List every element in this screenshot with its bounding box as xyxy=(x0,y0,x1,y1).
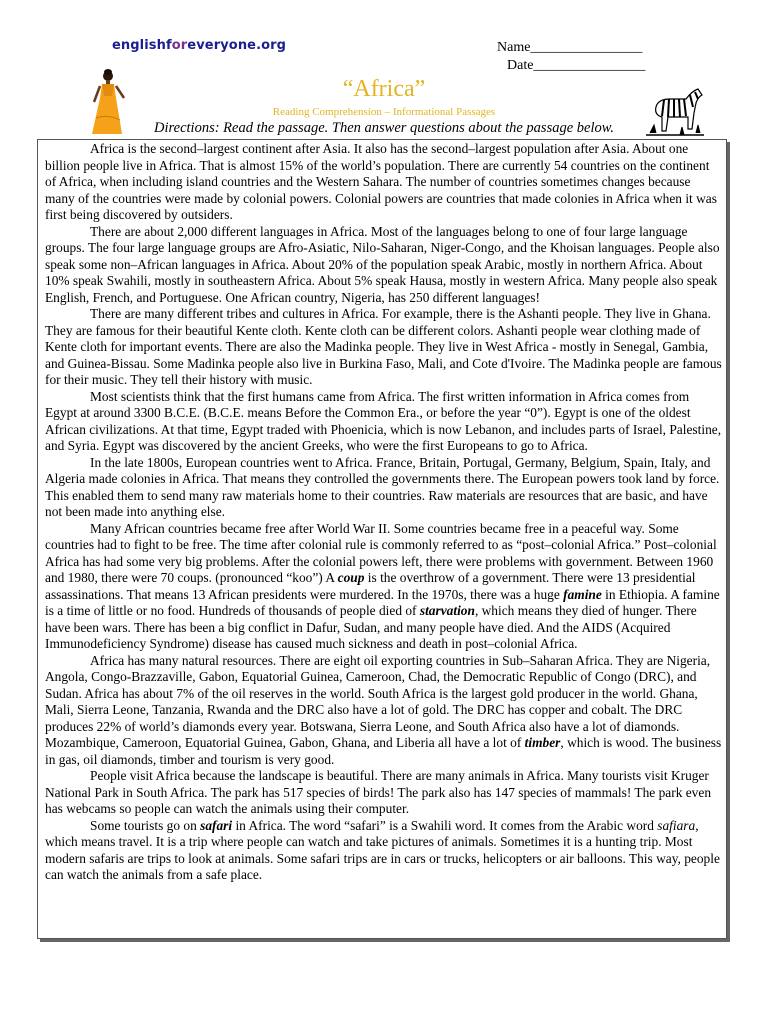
keyword-coup: coup xyxy=(337,570,365,585)
keyword-timber: timber xyxy=(524,735,561,750)
paragraph-3: There are many different tribes and cultures in Africa. For example, there is the Ashanti people. They live in Ghana. They are famous for their beautiful Kente cloth. Kente cloth can be different colors. Ashanti people wear clothing made of Kente cloth for important events. There are also the Madinka people. They live in West Africa - mostly in Senegal, Gambia, and Guinea-Bissau. Some Madinka people also live in Burkina Faso, Mali, and Cote d'Ivoire. The Madinka people are famous for their music. They tell their history with music. xyxy=(45,306,722,387)
paragraph-9: Some tourists go on safari in Africa. The word “safari” is a Swahili word. It comes from the Arabic word safiara, which means travel. It is a trip where people can watch and take pictures of animals. Sometimes it is a hunting trip. Most modern safaris are trips to look at animals. Some safari trips are in cars or trucks, helicopters or air balloons. This way, people can watch the animals from a safe place. xyxy=(45,817,720,882)
site-logo: englishforeveryone.org xyxy=(112,38,287,53)
paragraph-4: Most scientists think that the first humans came from Africa. The first written information in Africa comes from Egypt at around 3300 B.C.E. (B.C.E. means Before the Common Era., or before the year “0”). Egypt is one of the oldest African civilizations. At that time, Egypt traded with Phoenicia, which is now Lebanon, and includes parts of Israel, Palestine, and Syria. Egypt was discovered by the ancient Greeks, who were the first Europeans to go to Africa. xyxy=(45,388,722,453)
paragraph-2: There are about 2,000 different languages in Africa. Most of the languages belong to one of four large language groups. The four large language groups are Afro-Asiatic, Nilo-Saharan, Niger-Congo, and the Khoisan languages. People also speak some non–African languages in Africa. About 20% of the population speak Arabic, mostly in northern Africa. About 10% speak Swahili, mostly in southeastern Africa. About 5% speak Hausa, mostly in western Africa. Many people also speak English, French, and Portuguese. One African country, Nigeria, has 250 different languages! xyxy=(45,223,720,305)
paragraph-6: Many African countries became free after World War II. Some countries became free in a peaceful way. Some countries had to fight to be free. The time after colonial rule is commonly referred to as “post–colonial Africa.” Post–colonial Africa has had some very big problems. After the colonial powers left, there were problems with government. Between 1960 and 1980, there were 70 coups. (pronounced “koo”) A coup is the overthrow of a government. There were 13 presidential assassinations. That means 13 African presidents were murdered. In the 1970s, there was a huge famine in Ethiopia. A famine is a time of little or no food. Hundreds of thousands of people died of starvation, which means they died of hunger. There have been wars. There has been a big conflict in Dafur, Sudan, and many people have died. And the AIDS (Acquired Immunodeficiency Syndrome) disease has caused much sickness and death in post–colonial Africa. xyxy=(45,520,720,651)
paragraph-5: In the late 1800s, European countries went to Africa. France, Britain, Portugal, Germany, Belgium, Spain, Italy, and Algeria made colonies in Africa. That means they controlled the governments there. The European powers took land by force. This enabled them to send many raw materials home to their countries. Raw materials are resources that are basic, and have not been made into anything else. xyxy=(45,454,720,519)
page-subtitle: Reading Comprehension – Informational Passages xyxy=(272,106,496,118)
name-field: Name________________ xyxy=(497,40,643,55)
page-title: “Africa” xyxy=(342,76,426,102)
date-field: Date________________ xyxy=(507,58,646,73)
name-date-fields xyxy=(497,39,645,75)
keyword-safari: safari xyxy=(200,817,233,833)
paragraph-8: People visit Africa because the landscape is beautiful. There are many animals in Africa. Many tourists visit Kruger National Park in South Africa. The park has 517 species of birds! The park also has 147 species of mammals! The park even has webcams so people can watch the animals using their computer. xyxy=(45,768,712,816)
keyword-famine: famine xyxy=(563,586,602,602)
directions: Directions: Read the passage. Then answer questions about the passage below. xyxy=(154,120,614,136)
paragraph-7: Africa has many natural resources. There are eight oil exporting countries in Sub–Saharan Africa. They are Nigeria, Angola, Congo-Brazzaville, Gabon, Equatorial Guinea, Cameroon, Chad, the Democratic Republic of Congo (DRC), and Sudan. Africa has about 7% of the oil reserves in the world. South Africa is the largest gold producer in the world. Ghana, Mali, Sierra Leone, Tanzania, Rwanda and the DRC also have a lot of gold. The DRC has copper and cobalt. The DRC produces 22% of world’s diamonds every year. Botswana, Sierra Leone, and South Africa also have a lot of diamonds. Mozambique, Cameroon, Equatorial Guinea, Gabon, Ghana, and Liberia all have a lot of timber, which is wood. The business in gas, oil diamonds, timber and tourism is very good. xyxy=(45,652,722,767)
word-safiara: safiara xyxy=(657,817,696,833)
passage-box xyxy=(37,139,727,939)
keyword-starvation: starvation xyxy=(419,603,475,618)
paragraph-1: Africa is the second–largest continent after Asia. It also has the second–largest population after Asia. About one billion people live in Africa. That is almost 15% of the world’s population. There are currently 54 countries on the continent of Africa, when including island countries and the Western Sahara. The number of countries sometimes changes because many of the countries were made by colonial powers. Colonial powers are countries that made colonies in Africa when it was first being discovered by outsiders. xyxy=(45,141,717,222)
